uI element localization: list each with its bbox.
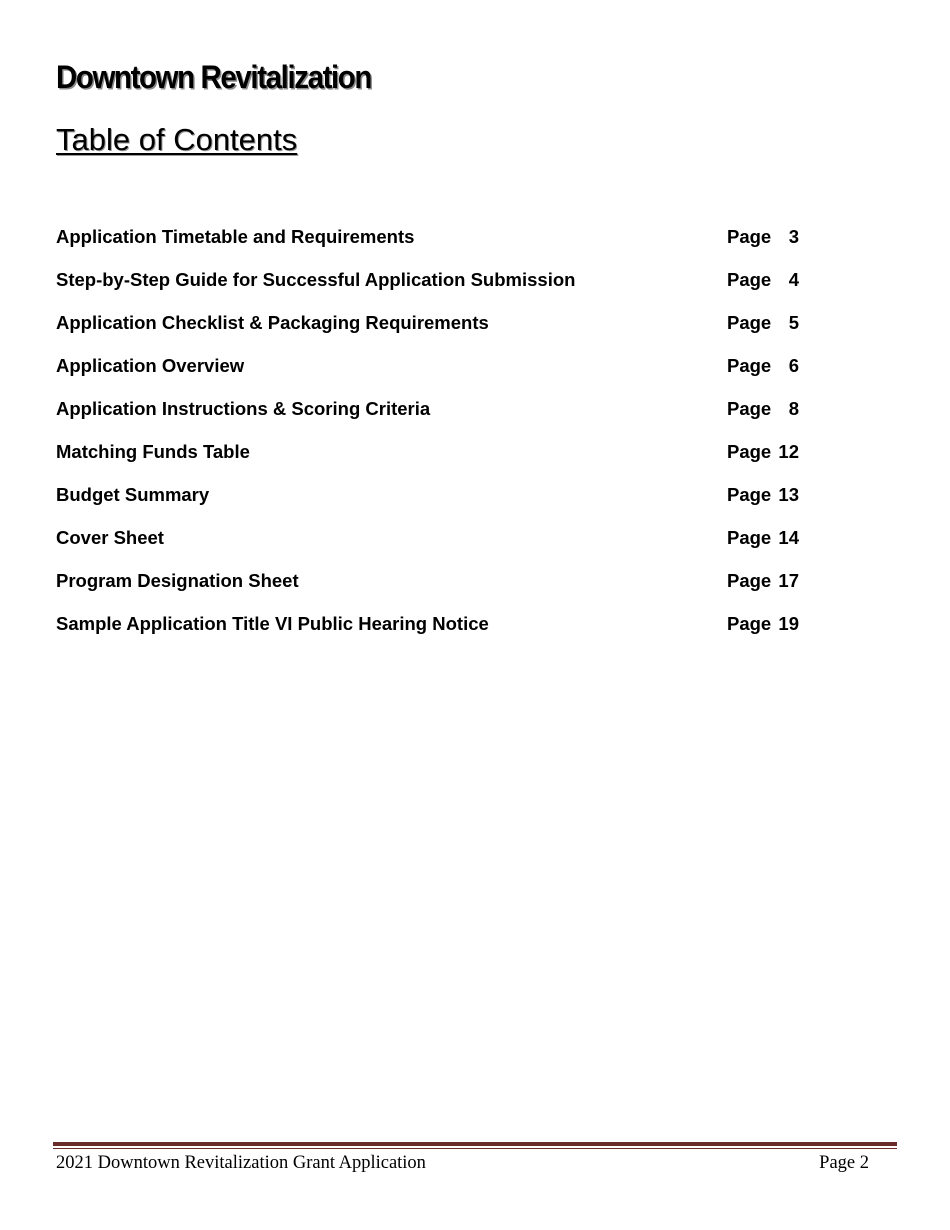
toc-page-word: Page: [727, 226, 772, 247]
toc-entry[interactable]: [56, 525, 816, 568]
toc-entry[interactable]: [56, 310, 816, 353]
toc-entry-title: Application Overview: [56, 355, 245, 376]
toc-entry-page: [727, 611, 799, 637]
toc-page-number: 14: [778, 527, 799, 548]
toc-page-word: Page: [727, 312, 772, 333]
toc-entry-title: Matching Funds Table: [56, 441, 250, 462]
toc-entry-title: Cover Sheet: [56, 527, 164, 548]
toc-entry-page: [727, 224, 799, 250]
toc-entry-title: Application Checklist & Packaging Requirements: [56, 312, 489, 333]
toc-page-number: 12: [778, 441, 799, 462]
toc-page-word: Page: [727, 570, 772, 591]
toc-entry-page: [727, 525, 799, 551]
toc-entry-page: [727, 353, 799, 379]
toc-entry-title: Application Instructions & Scoring Criteria: [56, 398, 431, 419]
toc-entry-page: [727, 568, 799, 594]
toc-entry-page: [727, 267, 799, 293]
toc-entry[interactable]: [56, 396, 816, 439]
toc-page-number: 3: [788, 226, 799, 247]
toc-page-number: 4: [788, 269, 799, 290]
toc-entry[interactable]: [56, 611, 816, 654]
toc-heading: Table of Contents: [56, 122, 298, 157]
toc-entry-title: Step-by-Step Guide for Successful Application Submission: [56, 269, 576, 290]
toc-page-word: Page: [727, 441, 772, 462]
toc-page-number: 19: [778, 613, 799, 634]
footer-page-number: Page 2: [819, 1153, 869, 1173]
toc-page-word: Page: [727, 484, 772, 505]
toc-entry[interactable]: [56, 439, 816, 482]
footer-rule: [53, 1142, 897, 1146]
toc-page-number: 8: [788, 398, 799, 419]
toc-entry-title: Program Designation Sheet: [56, 570, 299, 591]
toc-entry[interactable]: [56, 267, 816, 310]
toc-entry-page: [727, 310, 799, 336]
toc-page-word: Page: [727, 613, 772, 634]
toc-entry[interactable]: [56, 482, 816, 525]
toc-entry-page: [727, 396, 799, 422]
toc-entry[interactable]: [56, 568, 816, 611]
toc-page-word: Page: [727, 355, 772, 376]
toc-page-word: Page: [727, 269, 772, 290]
toc-page-number: 6: [788, 355, 799, 376]
toc-page-number: 5: [788, 312, 799, 333]
document-title: Downtown Revitalization: [56, 59, 371, 95]
toc-entry-title: Application Timetable and Requirements: [56, 226, 415, 247]
toc-entry-title: Sample Application Title VI Public Hearing Notice: [56, 613, 489, 634]
toc-list: [56, 224, 816, 654]
footer-document-title: 2021 Downtown Revitalization Grant Application: [56, 1153, 426, 1173]
toc-page-word: Page: [727, 398, 772, 419]
toc-entry[interactable]: [56, 224, 816, 267]
toc-page-number: 17: [778, 570, 799, 591]
toc-entry-page: [727, 439, 799, 465]
toc-entry-page: [727, 482, 799, 508]
toc-entry[interactable]: [56, 353, 816, 396]
toc-page-word: Page: [727, 527, 772, 548]
toc-entry-title: Budget Summary: [56, 484, 210, 505]
toc-page-number: 13: [778, 484, 799, 505]
footer-rule-thin: [53, 1148, 897, 1149]
